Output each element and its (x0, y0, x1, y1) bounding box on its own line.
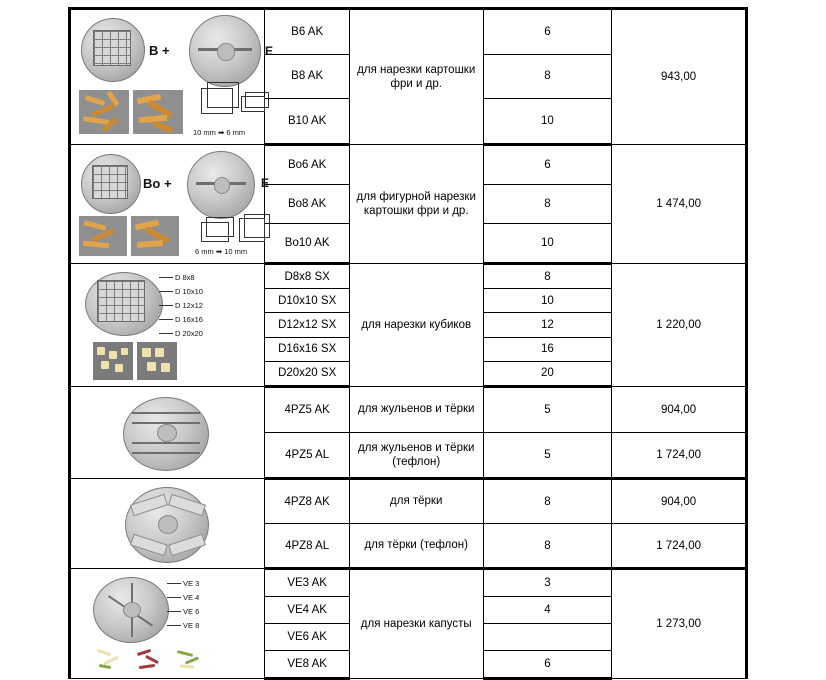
price-cell: 904,00 (612, 387, 747, 433)
product-image-ve-ak: VE 3 VE 4 VE 6 VE 8 (70, 569, 265, 679)
qty-cell: 5 (483, 387, 612, 433)
qty-cell: 8 (483, 54, 612, 99)
product-image-4pz8 (70, 479, 265, 569)
code-cell: VE6 AK (265, 624, 349, 651)
table-row (70, 479, 747, 524)
description-cell: для нарезки картошки фри и др. (349, 9, 483, 145)
description-cell: для тёрки (тефлон) (349, 524, 483, 569)
qty-cell: 6 (483, 145, 612, 185)
product-image-b-ak: B + E 10 mm ➡ 6 mm (70, 9, 265, 145)
code-cell: 4PZ5 AL (265, 433, 349, 479)
qty-cell: 8 (483, 479, 612, 524)
qty-cell: 20 (483, 361, 612, 386)
price-cell: 1 724,00 (612, 524, 747, 569)
code-cell: VE4 AK (265, 597, 349, 624)
table-row (70, 569, 747, 597)
code-cell: Bo6 AK (265, 145, 349, 185)
price-cell: 904,00 (612, 479, 747, 524)
code-cell: B8 AK (265, 54, 349, 99)
code-cell: D12x12 SX (265, 313, 349, 337)
price-cell: 1 724,00 (612, 433, 747, 479)
table-row (70, 387, 747, 433)
code-cell: D20x20 SX (265, 361, 349, 386)
description-cell: для нарезки кубиков (349, 264, 483, 387)
products-table (68, 7, 748, 680)
qty-cell: 4 (483, 597, 612, 624)
qty-cell: 10 (483, 99, 612, 145)
qty-cell (483, 624, 612, 651)
code-cell: D16x16 SX (265, 337, 349, 361)
qty-cell: 12 (483, 313, 612, 337)
qty-cell: 10 (483, 289, 612, 313)
code-cell: Bo10 AK (265, 224, 349, 264)
price-cell: 1 220,00 (612, 264, 747, 387)
table-row (70, 145, 747, 185)
description-cell: для фигурной нарезки картошки фри и др. (349, 145, 483, 264)
qty-cell: 8 (483, 264, 612, 289)
qty-cell: 10 (483, 224, 612, 264)
qty-cell: 6 (483, 9, 612, 55)
code-cell: D10x10 SX (265, 289, 349, 313)
code-cell: Bo8 AK (265, 185, 349, 224)
code-cell: B10 AK (265, 99, 349, 145)
code-cell: B6 AK (265, 9, 349, 55)
code-cell: 4PZ8 AL (265, 524, 349, 569)
description-cell: для жульенов и тёрки (349, 387, 483, 433)
code-cell: VE8 AK (265, 651, 349, 679)
qty-cell: 6 (483, 651, 612, 679)
product-image-d-sx: D 8x8 D 10x10 D 12x12 D 16x16 D 20x20 (70, 264, 265, 387)
qty-cell: 8 (483, 524, 612, 569)
description-cell: для нарезки капусты (349, 569, 483, 679)
price-cell: 1 273,00 (612, 569, 747, 679)
table-row (70, 264, 747, 289)
product-image-bo-ak: Bo + E 6 mm ➡ 10 mm (70, 145, 265, 264)
qty-cell: 3 (483, 569, 612, 597)
code-cell: 4PZ8 AK (265, 479, 349, 524)
code-cell: VE3 AK (265, 569, 349, 597)
table-row (70, 9, 747, 55)
price-cell: 943,00 (612, 9, 747, 145)
qty-cell: 8 (483, 185, 612, 224)
code-cell: D8x8 SX (265, 264, 349, 289)
description-cell: для жульенов и тёрки (тефлон) (349, 433, 483, 479)
qty-cell: 16 (483, 337, 612, 361)
code-cell: 4PZ5 AK (265, 387, 349, 433)
price-cell: 1 474,00 (612, 145, 747, 264)
qty-cell: 5 (483, 433, 612, 479)
product-image-4pz5 (70, 387, 265, 479)
description-cell: для тёрки (349, 479, 483, 524)
